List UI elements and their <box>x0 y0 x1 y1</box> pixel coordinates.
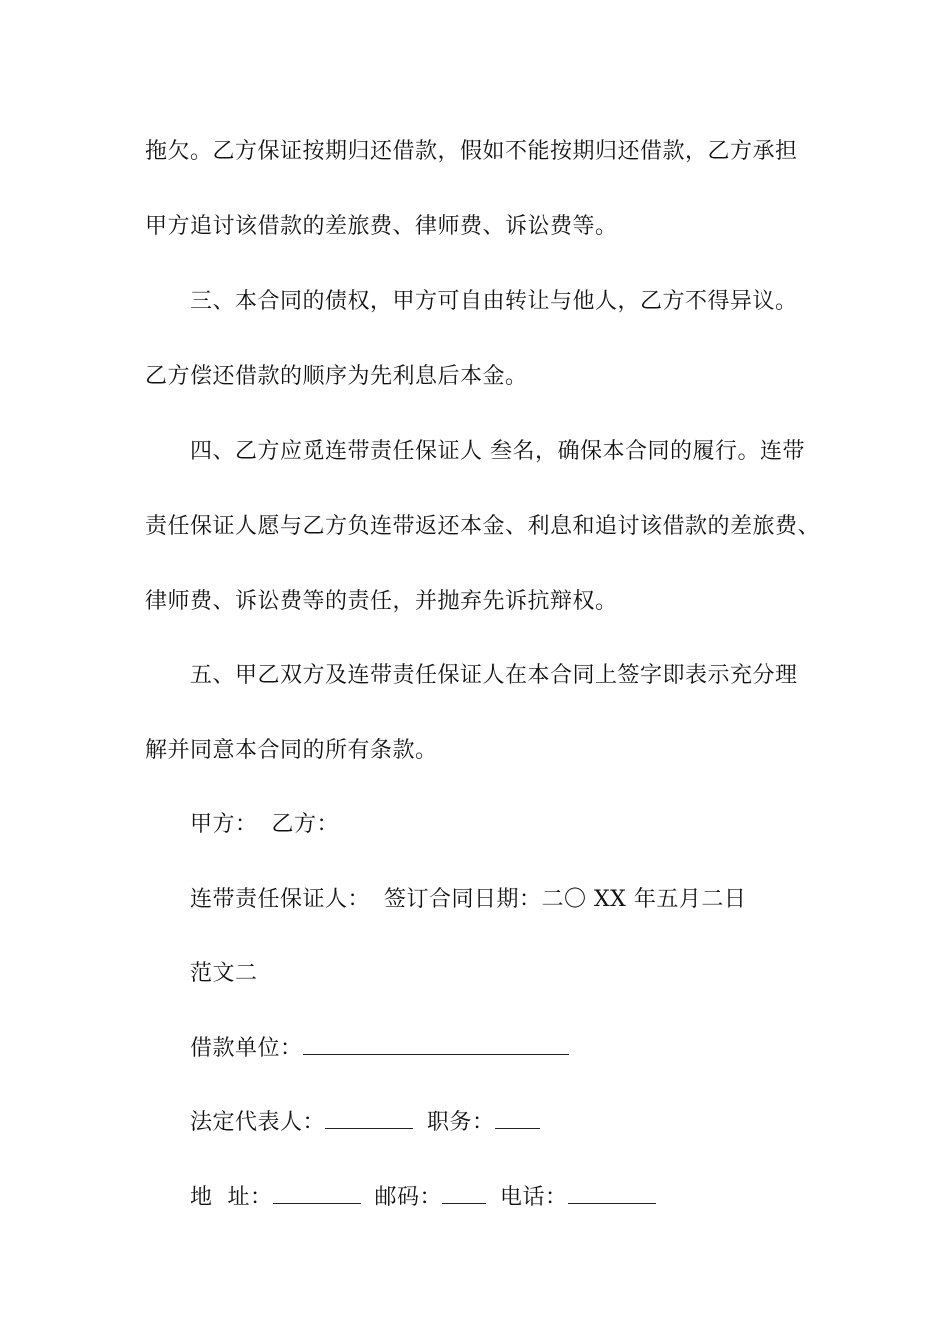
legal-rep-blank[interactable] <box>325 1108 413 1129</box>
signature-parties-line <box>190 810 339 840</box>
paragraph-line-1: 拖欠。乙方保证按期归还借款，假如不能按期归还借款，乙方承担 <box>145 139 798 164</box>
phone-label: 电话： <box>500 1185 568 1210</box>
phone-blank[interactable] <box>568 1183 656 1204</box>
position-blank[interactable] <box>495 1108 540 1129</box>
legal-rep-label: 法定代表人： <box>190 1110 326 1135</box>
address-line <box>190 1183 656 1213</box>
party-b-label: 乙方： <box>271 812 340 837</box>
postcode-blank[interactable] <box>442 1183 486 1204</box>
borrower-blank[interactable] <box>303 1034 569 1055</box>
paragraph-line-4: 乙方偿还借款的顺序为先利息后本金。 <box>145 364 528 389</box>
paragraph-line-9: 解并同意本合同的所有条款。 <box>145 738 438 763</box>
paragraph-line-2: 甲方追讨该借款的差旅费、律师费、诉讼费等。 <box>145 214 618 239</box>
paragraph-line-5: 四、乙方应觅连带责任保证人 叁名，确保本合同的履行。连带 <box>190 439 805 464</box>
address-blank[interactable] <box>273 1183 361 1204</box>
address-label: 地 址： <box>190 1185 273 1210</box>
guarantor-label: 连带责任保证人： <box>190 887 371 912</box>
guarantor-date-line <box>190 885 746 915</box>
borrower-label: 借款单位： <box>190 1036 303 1061</box>
paragraph-line-6: 责任保证人愿与乙方负连带返还本金、利息和追讨该借款的差旅费、 <box>145 514 821 539</box>
position-label: 职务： <box>427 1110 495 1135</box>
paragraph-line-8: 五、甲乙双方及连带责任保证人在本合同上签字即表示充分理 <box>190 663 798 688</box>
postcode-label: 邮码： <box>374 1185 443 1210</box>
party-a-label: 甲方： <box>190 812 258 837</box>
section-title: 范文二 <box>190 961 258 986</box>
sign-date: 签订合同日期：二〇 XX 年五月二日 <box>384 887 747 912</box>
paragraph-line-3: 三、本合同的债权，甲方可自由转让与他人，乙方不得异议。 <box>190 289 798 314</box>
borrower-line <box>190 1034 569 1064</box>
paragraph-line-7: 律师费、诉讼费等的责任，并抛弃先诉抗辩权。 <box>145 589 618 614</box>
legal-rep-line <box>190 1108 540 1138</box>
